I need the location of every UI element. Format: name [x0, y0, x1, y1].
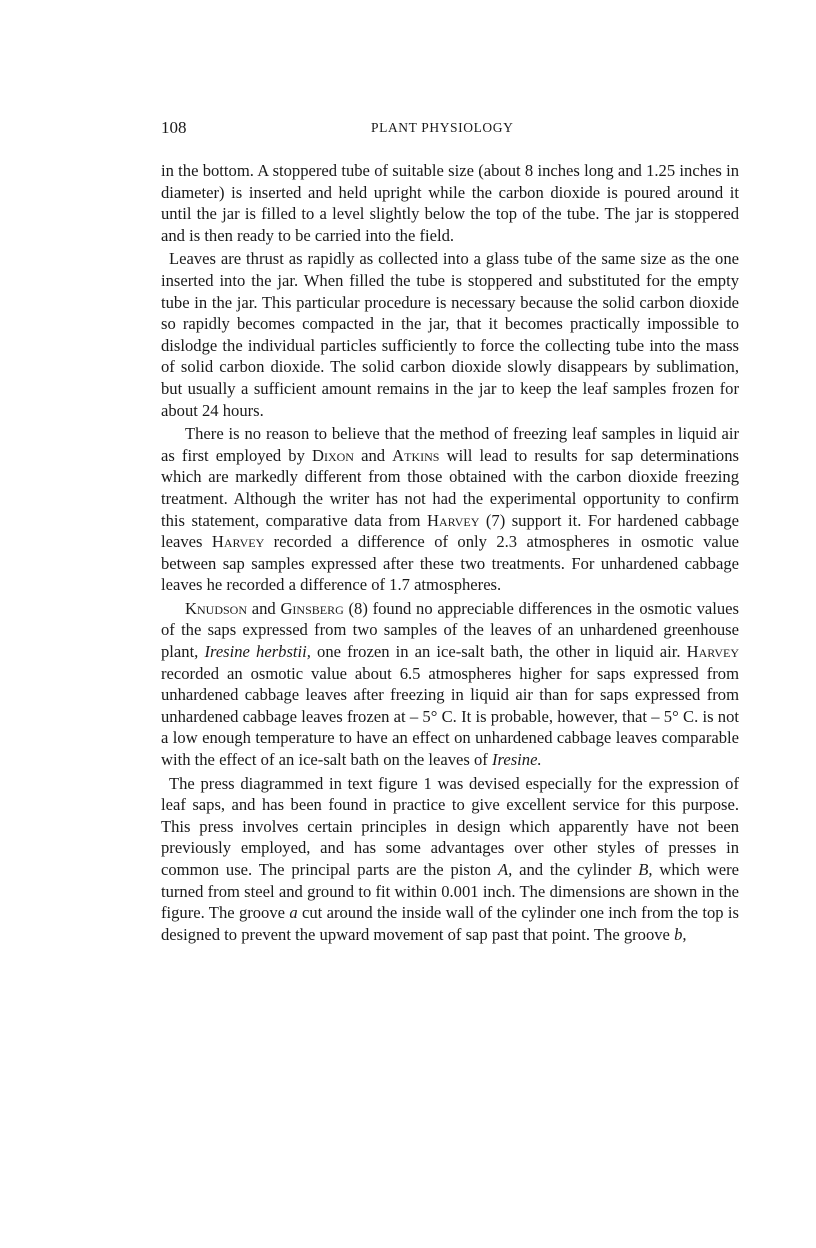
- part-label: a: [289, 903, 298, 923]
- author-name: Harvey: [211, 532, 265, 552]
- author-name: Harvey: [686, 642, 739, 662]
- body-text: [161, 160, 739, 945]
- paragraph-4-text-d: recorded an osmotic value about 6.5 atmospheres higher for saps expressed from unhardened cabbage leaves after freezing in liquid air than for saps expressed from unhardened cabbage leaves frozen at – 5° C. It is probable, however, that – 5° C. is not a low enough temperature to have an effect on unhardened cabbage leaves comparable with the effect of an ice-salt bath on the leaves of: [161, 663, 739, 770]
- running-head: PLANT PHYSIOLOGY: [371, 120, 514, 135]
- page-header: [161, 118, 739, 144]
- paragraph-5: [161, 773, 739, 946]
- paragraph-3-text-d: (7) support it. For hardened cabbage leaves: [161, 510, 739, 552]
- paragraph-3-text-e: recorded a difference of only 2.3 atmospheres in osmotic value between sap samples expressed after these two treatments. For unhardened cabbage leaves he recorded a difference of 1.7 atmospheres.: [161, 532, 740, 595]
- paragraph-5-text-b: and the cylinder: [512, 860, 639, 879]
- paragraph-3-text-a: There is no reason to believe that the method of freezing leaf samples in liquid air as first employed by: [161, 424, 739, 465]
- part-label: b,: [674, 924, 687, 944]
- paragraph-4: [161, 598, 739, 771]
- part-label: B,: [638, 860, 653, 879]
- author-name: Ginsberg: [280, 598, 344, 618]
- part-label: A,: [497, 860, 513, 879]
- paragraph-4-text-c: one frozen in an ice-salt bath, the other in liquid air.: [310, 642, 687, 662]
- paragraph-5-text-a: The press diagrammed in text figure 1 was devised especially for the expression of leaf saps, and has been found in practice to give excellent service for this purpose. This press involves certain principles in design which apparently have not been previously employed, and has some advantages over other styles of presses in common use. The principal parts are the piston: [161, 773, 739, 879]
- paragraph-1: [161, 160, 739, 246]
- page-number: 108: [161, 118, 187, 137]
- author-name: Dixon: [312, 445, 354, 465]
- paragraph-4-text-b: (8) found no appreciable differences in the osmotic values of the saps expressed from two samples of the leaves of an unhardened greenhouse plant,: [161, 598, 739, 662]
- author-name: Atkins: [392, 445, 440, 465]
- author-name: Knudson: [185, 598, 247, 618]
- paragraph-4-text-a: and: [247, 598, 281, 618]
- paragraph-5-text-d: cut around the inside wall of the cylinder one inch from the top is designed to prevent the upward movement of sap past that point. The groove: [161, 903, 739, 944]
- author-name: Harvey: [427, 510, 480, 530]
- species-name: Iresine herbstii,: [204, 642, 311, 662]
- paragraph-3-text-c: will lead to results for sap determinations which are markedly different from those obtained with the carbon dioxide freezing treatment. Although the writer has not had the experimental opportunity to confirm this statement, comparative data from: [161, 445, 739, 530]
- paragraph-2-text: Leaves are thrust as rapidly as collected into a glass tube of the same size as the one inserted into the jar. When filled the tube is stoppered and substituted for the empty tube in the jar. This particular procedure is necessary because the solid carbon dioxide so rapidly becomes compacted in the jar, that it becomes practically impossible to dislodge the individual particles sufficiently to force the collecting tube into the mass of solid carbon dioxide. The solid carbon dioxide slowly disappears by sublimation, but usually a sufficient amount remains in the jar to keep the leaf samples frozen for about 24 hours.: [161, 249, 739, 420]
- species-name: Iresine.: [491, 750, 542, 770]
- paragraph-3: [161, 423, 739, 596]
- paragraph-2: [161, 248, 739, 421]
- paragraph-1-text: in the bottom. A stoppered tube of suitable size (about 8 inches long and 1.25 inches in diameter) is inserted and held upright while the carbon dioxide is poured around it until the jar is filled to a level slightly below the top of the tube. The jar is stoppered and is then ready to be carried into the field.: [161, 161, 739, 245]
- paragraph-3-text-b: and: [353, 445, 393, 465]
- paragraph-5-text-c: which were turned from steel and ground to fit within 0.001 inch. The dimensions are shown in the figure. The groove: [161, 860, 739, 923]
